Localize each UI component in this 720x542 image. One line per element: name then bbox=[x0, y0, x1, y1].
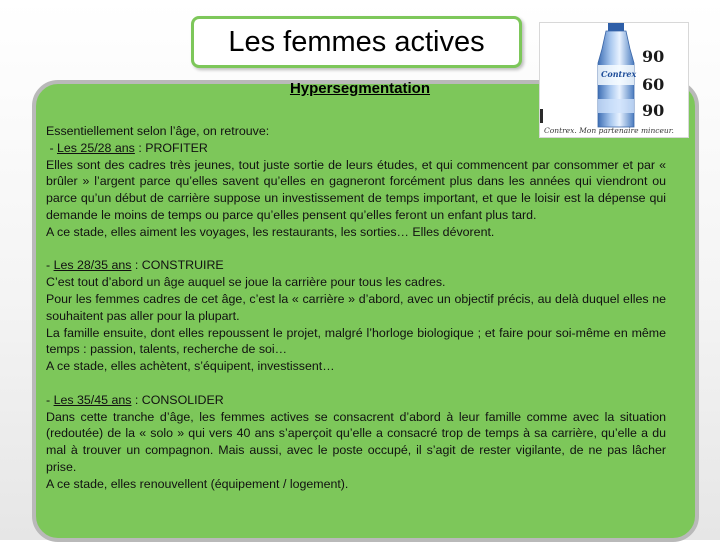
section-1-sep: : bbox=[134, 140, 146, 155]
section-3-heading bbox=[46, 392, 666, 409]
section-1-prefix: - bbox=[46, 140, 58, 155]
section-2-line-1: C’est tout d’abord un âge auquel se joue la carrière pour tous les cadres. bbox=[46, 275, 446, 290]
section-2-conclusion: A ce stade, elles achètent, s’équipent, investissent… bbox=[46, 359, 335, 374]
spacer bbox=[46, 375, 666, 392]
section-3-paragraph: Dans cette tranche d’âge, les femmes actives se consacrent d’abord à leur famille comme avec la situation (redoutée) de la « solo » qui vers 40 ans s’aperçoit qu’elle a consacré trop de temps à sa carrière, qu’elle a du mal à trouver un compagnon. Mais aussi, avec le poste occupé, il s’agit de rester vigilante, de ne pas lâcher prise. bbox=[46, 409, 666, 474]
section-2-title: CONSTRUIRE bbox=[141, 258, 224, 273]
ad-edge-mark bbox=[540, 109, 543, 123]
section-3-sep: : bbox=[131, 392, 142, 407]
section-1-paragraph: Elles sont des cadres très jeunes, tout juste sortie de leurs études, et qui commencent par consommer et par « brûler » l’argent parce qu’elles savent qu’elles en gagneront forcément plus dans les années qui viendront ou parce qu’un début de carrière suppose un investissement de temps important, et que le loisir est la dépense qui demande le moins de temps ou parce qu’elles pensent qu’elles feront un enfant plus tard. bbox=[46, 157, 666, 222]
section-2-ages: Les 28/35 ans bbox=[53, 258, 132, 273]
section-2-sep: : bbox=[131, 258, 142, 273]
spacer bbox=[46, 241, 666, 258]
section-2-line-3: La famille ensuite, dont elles repoussent le projet, malgré l’horloge biologique ; et faire pour soi-même en même temps : passion, talents, recherche de soi… bbox=[46, 325, 666, 357]
ad-bottle-brand: Contrex bbox=[601, 69, 637, 79]
section-3-ages: Les 35/45 ans bbox=[53, 392, 132, 407]
section-3-conclusion: A ce stade, elles renouvellent (équipement / logement). bbox=[46, 476, 349, 491]
intro-line: Essentiellement selon l’âge, on retrouve: bbox=[46, 124, 270, 138]
section-3-title: CONSOLIDER bbox=[141, 392, 224, 407]
section-1-ages: Les 25/28 ans bbox=[57, 140, 135, 155]
slide-subtitle bbox=[0, 80, 720, 97]
title-box bbox=[191, 16, 522, 68]
section-1-title: PROFITER bbox=[145, 140, 208, 155]
section-1-conclusion: A ce stade, elles aiment les voyages, les restaurants, les sorties… Elles dévorent. bbox=[46, 224, 495, 239]
ad-number-2: 60 bbox=[642, 75, 665, 94]
section-3-prefix: - bbox=[46, 392, 54, 407]
section-2-line-2: Pour les femmes cadres de cet âge, c’est la « carrière » d’abord, avec un objectif précis, au delà duquel elles ne souhaitent pas aller pour la plupart. bbox=[46, 291, 666, 323]
section-2-prefix: - bbox=[46, 258, 54, 273]
ad-tagline: Contrex. Mon partenaire minceur. bbox=[544, 126, 674, 135]
ad-number-3: 90 bbox=[642, 101, 665, 120]
section-1-heading bbox=[46, 140, 666, 157]
body-text bbox=[46, 123, 666, 493]
subtitle-text: Hypersegmentation bbox=[289, 80, 431, 97]
section-2-heading bbox=[46, 257, 666, 274]
ad-number-1: 90 bbox=[642, 47, 665, 66]
slide-title: Les femmes actives bbox=[228, 25, 485, 58]
